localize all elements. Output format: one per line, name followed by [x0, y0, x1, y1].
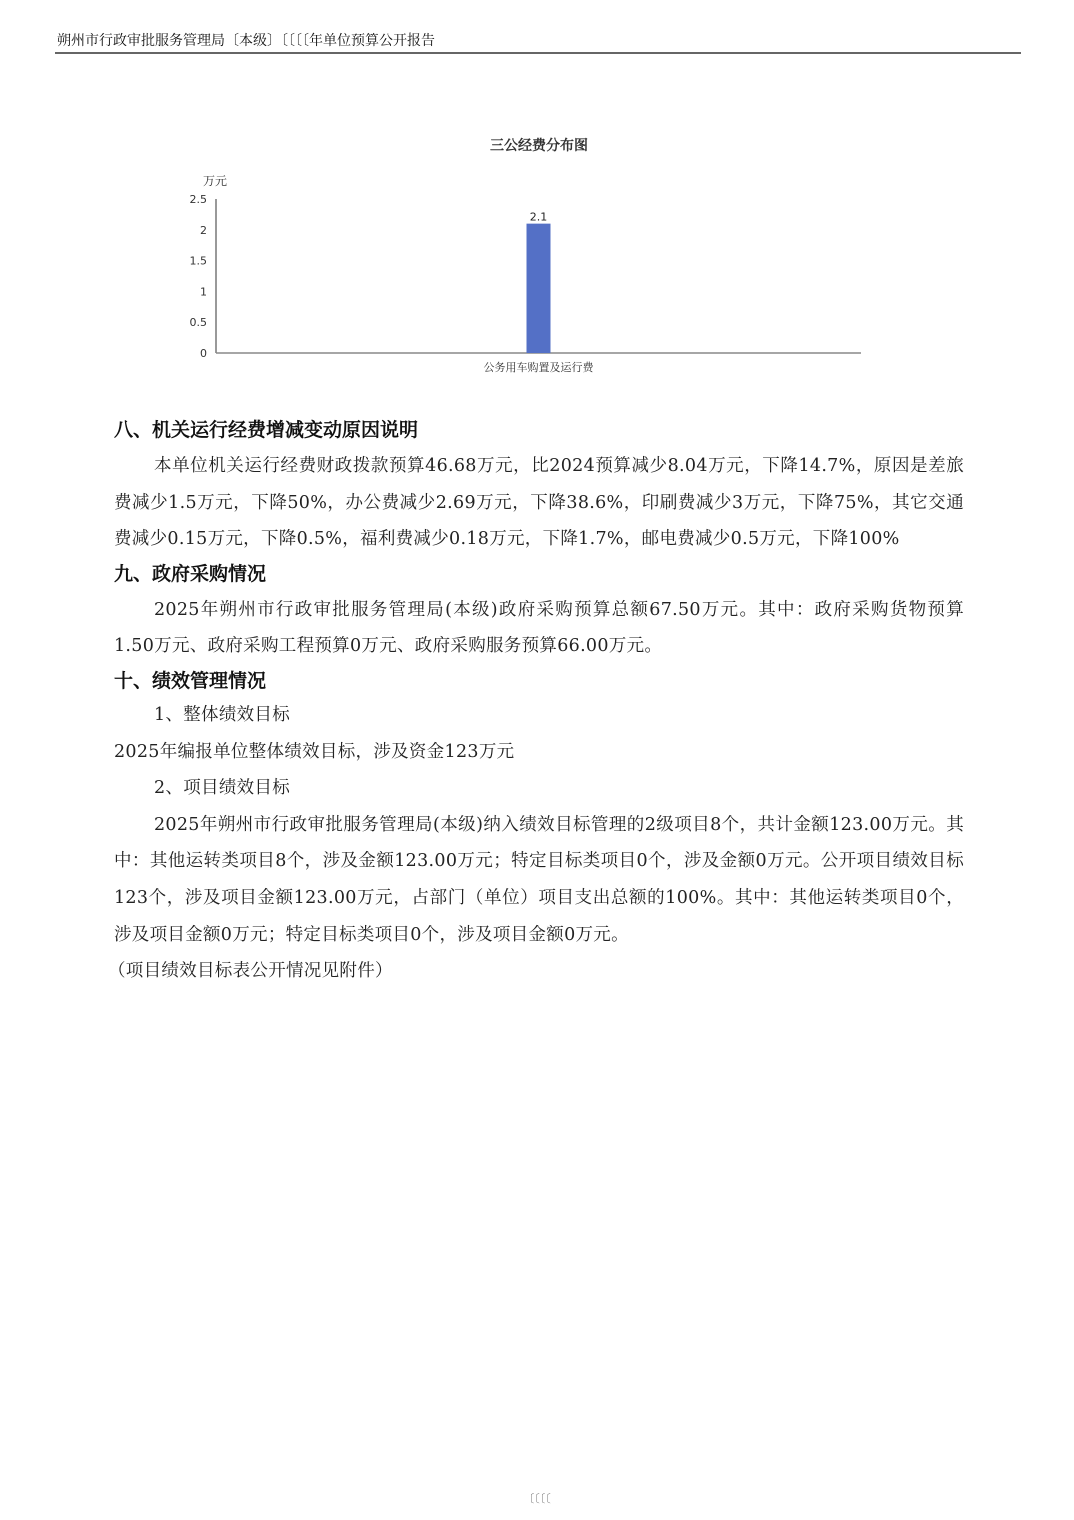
attachment-note: （项目绩效目标表公开情况见附件）: [108, 961, 393, 982]
subheading-project-goal: 2、项目绩效目标: [154, 778, 291, 799]
section-heading-9: 九、政府采购情况: [114, 562, 267, 585]
section-8-paragraph: 本单位机关运行经费财政拨款预算46.68万元，比2024预算减少8.04万元，下降14.7%，原因是差旅费减少1.5万元，下降50%，办公费减少2.69万元，下降38.6%，印刷费减少3万元，下降75%，其它交通费减少0.15万元，下降0.5%，福利费减少0.18万元，下降1.7%，邮电费减少0.5万元，下降100%: [114, 456, 964, 550]
y-tick-label: 0: [200, 347, 207, 360]
bar-data-label: 2.1: [529, 210, 548, 224]
report-body: [108, 418, 964, 990]
x-category-label: 公务用车购置及运行费: [483, 361, 594, 374]
subheading-overall-goal: 1、整体绩效目标: [154, 704, 291, 725]
y-tick-label: 2: [200, 223, 207, 237]
y-tick-label: 1: [200, 285, 207, 299]
y-tick-label: 2.5: [189, 193, 207, 206]
page-number: 〔〔〔〔: [523, 1492, 551, 1505]
y-axis-unit-label: 万元: [202, 174, 228, 188]
y-tick-label: 1.5: [189, 254, 207, 268]
section-9-paragraph: 2025年朔州市行政审批服务管理局(本级)政府采购预算总额67.50万元。其中：政府采购货物预算1.50万元、政府采购工程预算0万元、政府采购服务预算66.00万元。: [114, 599, 964, 657]
y-tick-label: 0.5: [189, 316, 207, 330]
bar: [527, 224, 551, 353]
overall-goal-text: 2025年编报单位整体绩效目标，涉及资金123万元: [114, 741, 515, 762]
section-heading-8: 八、机关运行经费增减变动原因说明: [114, 419, 419, 441]
sangong-chart: [0, 0, 1074, 400]
project-goal-text: 2025年朔州市行政审批服务管理局(本级)纳入绩效目标管理的2级项目8个，共计金额123.00万元。其中：其他运转类项目8个，涉及金额123.00万元；特定目标类项目0个，涉及金额0万元。公开项目绩效目标123个，涉及项目金额123.00万元，占部门（单位）项目支出总额的100%。其中：其他运转类项目0个，涉及项目金额0万元；特定目标类项目0个，涉及项目金额0万元。: [114, 814, 964, 945]
section-heading-10: 十、绩效管理情况: [114, 669, 267, 692]
document-header: 朔州市行政审批服务管理局〔本级〕〔〔〔〔年单位预算公开报告: [57, 33, 435, 49]
chart-title: 三公经费分布图: [490, 138, 588, 154]
